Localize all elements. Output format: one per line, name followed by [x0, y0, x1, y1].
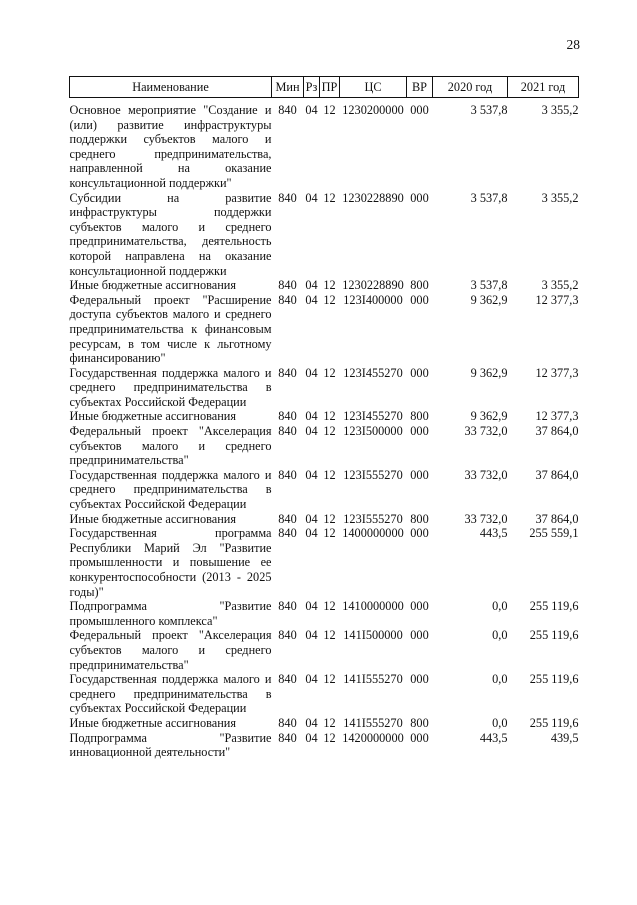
row-rz: 04 — [305, 715, 318, 730]
row-rz: 04 — [305, 424, 318, 439]
header-rz: Рз — [304, 77, 320, 98]
row-cs: 123I555270 — [343, 511, 403, 526]
row-2021: 12 377,3 — [535, 365, 579, 380]
header-cs: ЦС — [340, 77, 407, 98]
row-rz: 04 — [305, 511, 318, 526]
row-cs: 141I555270 — [343, 672, 403, 687]
row-rz: 04 — [305, 526, 318, 541]
row-cs: 123I400000 — [343, 292, 403, 307]
header-vr: ВР — [407, 77, 433, 98]
row-min: 840 — [278, 672, 297, 687]
row-name: Подпрограмма "Развитие промышленного комплекса" — [69, 599, 272, 628]
table-row — [70, 293, 579, 366]
row-name: Иные бюджетные ассигнования — [69, 278, 237, 293]
row-pr: 12 — [323, 730, 336, 745]
row-2021: 255 119,6 — [529, 715, 579, 730]
row-rz: 04 — [305, 292, 318, 307]
row-pr: 12 — [323, 190, 336, 205]
row-cs: 141I555270 — [343, 715, 403, 730]
row-vr: 000 — [410, 190, 429, 205]
row-min: 840 — [278, 409, 297, 424]
row-pr: 12 — [323, 526, 336, 541]
row-2021: 12 377,3 — [535, 409, 579, 424]
header-2020: 2020 год — [433, 77, 508, 98]
row-2021: 255 119,6 — [529, 672, 579, 687]
page-number: 28 — [566, 37, 580, 52]
row-2021: 37 864,0 — [535, 424, 579, 439]
row-vr: 000 — [410, 628, 429, 643]
header-2021: 2021 год — [508, 77, 579, 98]
row-cs: 1410000000 — [342, 599, 404, 614]
row-2020: 0,0 — [492, 599, 508, 614]
row-2021: 255 119,6 — [529, 599, 579, 614]
row-min: 840 — [278, 292, 297, 307]
row-vr: 000 — [410, 599, 429, 614]
table-row — [70, 526, 579, 599]
row-rz: 04 — [305, 730, 318, 745]
table-row — [70, 468, 579, 512]
row-vr: 800 — [410, 511, 429, 526]
header-pr: ПР — [320, 77, 340, 98]
row-cs: 141I500000 — [343, 628, 403, 643]
row-name: Иные бюджетные ассигнования — [69, 715, 237, 730]
row-2020: 3 537,8 — [470, 103, 508, 117]
row-name: Федеральный проект "Расширение доступа субъектов малого и среднего предпринимательства к финансовым ресурсам, в том числе к льготному финансированию" — [69, 292, 272, 366]
header-min: Мин — [272, 77, 304, 98]
row-2021: 3 355,2 — [541, 103, 579, 117]
row-min: 840 — [278, 278, 297, 293]
row-name: Субсидии на развитие инфраструктуры поддержки субъектов малого и среднего предпринимательства, деятельность которой направлена на оказание консультационной поддержки — [69, 190, 272, 278]
row-2020: 9 362,9 — [470, 409, 508, 424]
row-min: 840 — [278, 730, 297, 745]
row-min: 840 — [278, 365, 297, 380]
table-row — [70, 366, 579, 410]
row-cs: 1230228890 — [342, 190, 404, 205]
row-2020: 0,0 — [492, 672, 508, 687]
row-vr: 000 — [410, 365, 429, 380]
row-min: 840 — [278, 424, 297, 439]
row-vr: 800 — [410, 278, 429, 293]
row-min: 840 — [278, 526, 297, 541]
row-cs: 1230200000 — [342, 103, 404, 117]
row-2020: 33 732,0 — [464, 467, 508, 482]
row-vr: 000 — [410, 292, 429, 307]
row-vr: 000 — [410, 672, 429, 687]
row-rz: 04 — [305, 628, 318, 643]
table-row — [70, 599, 579, 628]
row-rz: 04 — [305, 278, 318, 293]
row-2020: 3 537,8 — [470, 190, 508, 205]
row-pr: 12 — [323, 599, 336, 614]
row-min: 840 — [278, 715, 297, 730]
row-2021: 37 864,0 — [535, 511, 579, 526]
row-min: 840 — [278, 467, 297, 482]
row-cs: 123I555270 — [343, 467, 403, 482]
row-2020: 9 362,9 — [470, 365, 508, 380]
row-min: 840 — [278, 511, 297, 526]
table-row — [70, 98, 579, 191]
table-row — [70, 424, 579, 468]
row-2021: 3 355,2 — [541, 190, 579, 205]
budget-table — [69, 76, 579, 760]
row-name: Федеральный проект "Акселерация субъектов малого и среднего предпринимательства" — [69, 628, 272, 672]
row-cs: 123I455270 — [343, 409, 403, 424]
row-pr: 12 — [323, 103, 336, 117]
row-pr: 12 — [323, 628, 336, 643]
table-header-row — [70, 77, 579, 98]
table-row — [70, 716, 579, 731]
table-row — [70, 672, 579, 716]
row-pr: 12 — [323, 467, 336, 482]
row-2020: 0,0 — [492, 628, 508, 643]
row-name: Государственная поддержка малого и среднего предпринимательства в субъектах Российской Федерации — [69, 672, 272, 716]
row-cs: 1400000000 — [342, 526, 404, 541]
row-pr: 12 — [323, 715, 336, 730]
row-vr: 000 — [410, 730, 429, 745]
table-row — [70, 628, 579, 672]
row-2021: 12 377,3 — [535, 292, 579, 307]
row-name: Основное мероприятие "Создание и (или) развитие инфраструктуры поддержки субъектов малого и среднего предпринимательства, направленной на оказание консультационной поддержки" — [69, 103, 272, 190]
row-2020: 443,5 — [479, 526, 508, 541]
row-name: Иные бюджетные ассигнования — [69, 409, 237, 424]
row-vr: 000 — [410, 526, 429, 541]
row-pr: 12 — [323, 409, 336, 424]
row-cs: 1230228890 — [342, 278, 404, 293]
row-rz: 04 — [305, 190, 318, 205]
row-cs: 1420000000 — [342, 730, 404, 745]
row-min: 840 — [278, 103, 297, 117]
row-2020: 9 362,9 — [470, 292, 508, 307]
row-2021: 37 864,0 — [535, 467, 579, 482]
row-2021: 255 559,1 — [529, 526, 579, 541]
row-rz: 04 — [305, 467, 318, 482]
table-row — [70, 191, 579, 279]
row-pr: 12 — [323, 424, 336, 439]
row-name: Иные бюджетные ассигнования — [69, 511, 237, 526]
row-min: 840 — [278, 599, 297, 614]
row-vr: 000 — [410, 424, 429, 439]
table-row — [70, 512, 579, 527]
table-row — [70, 278, 579, 293]
row-rz: 04 — [305, 599, 318, 614]
row-min: 840 — [278, 628, 297, 643]
row-min: 840 — [278, 190, 297, 205]
table-row — [70, 409, 579, 424]
row-pr: 12 — [323, 672, 336, 687]
row-pr: 12 — [323, 511, 336, 526]
row-cs: 123I500000 — [343, 424, 403, 439]
row-rz: 04 — [305, 103, 318, 117]
row-2020: 3 537,8 — [470, 278, 508, 293]
row-2020: 0,0 — [492, 715, 508, 730]
row-pr: 12 — [323, 292, 336, 307]
row-rz: 04 — [305, 409, 318, 424]
row-2020: 33 732,0 — [464, 511, 508, 526]
row-2020: 33 732,0 — [464, 424, 508, 439]
row-name: Государственная поддержка малого и среднего предпринимательства в субъектах Российской Федерации — [69, 365, 272, 409]
row-vr: 000 — [410, 467, 429, 482]
row-pr: 12 — [323, 278, 336, 293]
row-2021: 439,5 — [550, 730, 579, 745]
header-name: Наименование — [70, 77, 272, 98]
row-2021: 3 355,2 — [541, 278, 579, 293]
row-cs: 123I455270 — [343, 365, 403, 380]
row-vr: 800 — [410, 409, 429, 424]
row-2021: 255 119,6 — [529, 628, 579, 643]
row-vr: 800 — [410, 715, 429, 730]
row-2020: 443,5 — [479, 730, 508, 745]
row-name: Государственная поддержка малого и среднего предпринимательства в субъектах Российской Федерации — [69, 467, 272, 512]
row-name: Федеральный проект "Акселерация субъектов малого и среднего предпринимательства" — [69, 424, 272, 468]
row-pr: 12 — [323, 365, 336, 380]
row-name: Подпрограмма "Развитие инновационной деятельности" — [69, 730, 272, 760]
row-rz: 04 — [305, 365, 318, 380]
row-vr: 000 — [410, 103, 429, 117]
row-name: Государственная программа Республики Марий Эл "Развитие промышленности и повышение ее конкурентоспособности (2013 - 2025 годы)" — [69, 526, 272, 599]
table-body — [70, 98, 579, 760]
row-rz: 04 — [305, 672, 318, 687]
table-row — [70, 731, 579, 760]
